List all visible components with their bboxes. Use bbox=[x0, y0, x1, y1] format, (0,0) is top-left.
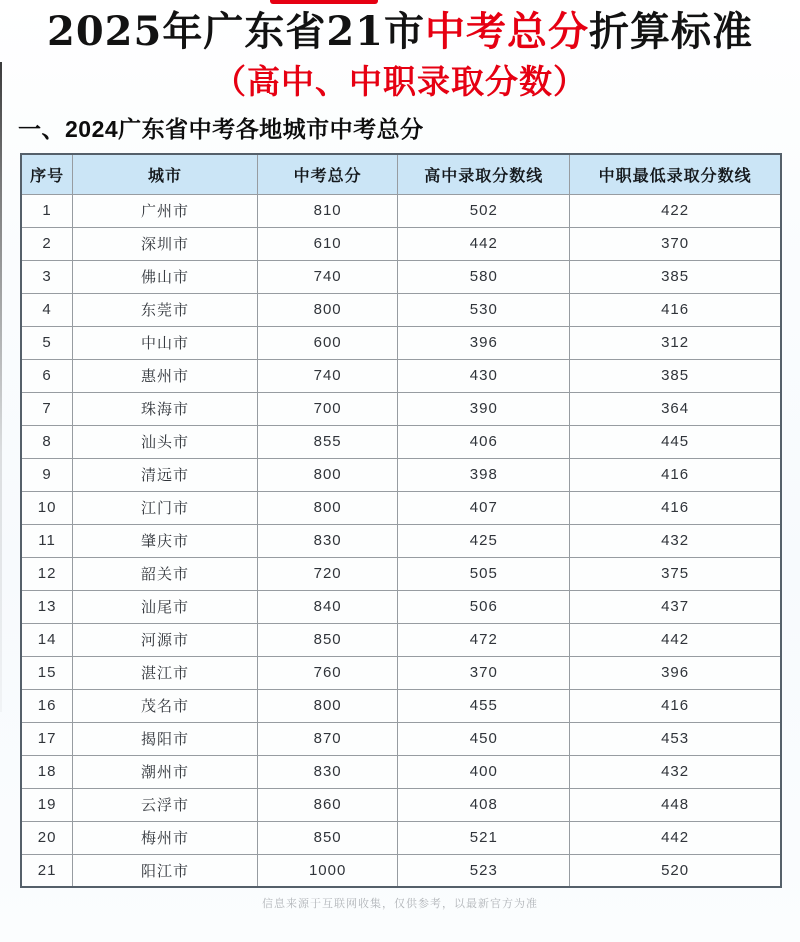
section-heading: 一、2024广东省中考各地城市中考总分 bbox=[18, 116, 424, 142]
cell-index: 16 bbox=[21, 689, 73, 722]
cell-vocational-line: 432 bbox=[570, 755, 781, 788]
cell-index: 3 bbox=[21, 260, 73, 293]
cell-total-score: 800 bbox=[257, 491, 398, 524]
cell-total-score: 700 bbox=[257, 392, 398, 425]
cell-vocational-line: 432 bbox=[570, 524, 781, 557]
cell-total-score: 870 bbox=[257, 722, 398, 755]
cell-city: 潮州市 bbox=[73, 755, 258, 788]
cell-city: 茂名市 bbox=[73, 689, 258, 722]
red-crop-artifact bbox=[270, 0, 378, 4]
title-segment-black-1: 2025年广东省21市 bbox=[47, 8, 425, 55]
cell-index: 18 bbox=[21, 755, 73, 788]
cell-high-school-line: 406 bbox=[398, 425, 570, 458]
cell-index: 5 bbox=[21, 326, 73, 359]
cell-index: 14 bbox=[21, 623, 73, 656]
table-row bbox=[21, 227, 781, 260]
cell-index: 7 bbox=[21, 392, 73, 425]
table-row bbox=[21, 491, 781, 524]
table-row bbox=[21, 623, 781, 656]
cell-vocational-line: 442 bbox=[570, 623, 781, 656]
cell-city: 东莞市 bbox=[73, 293, 258, 326]
cell-index: 8 bbox=[21, 425, 73, 458]
cell-index: 19 bbox=[21, 788, 73, 821]
cell-vocational-line: 416 bbox=[570, 293, 781, 326]
table-row bbox=[21, 392, 781, 425]
cell-total-score: 860 bbox=[257, 788, 398, 821]
cell-index: 9 bbox=[21, 458, 73, 491]
cell-total-score: 800 bbox=[257, 689, 398, 722]
cell-high-school-line: 472 bbox=[398, 623, 570, 656]
page-title bbox=[0, 7, 800, 57]
cell-total-score: 840 bbox=[257, 590, 398, 623]
cell-total-score: 740 bbox=[257, 260, 398, 293]
column-header-city: 城市 bbox=[73, 154, 258, 194]
cell-high-school-line: 400 bbox=[398, 755, 570, 788]
cell-vocational-line: 448 bbox=[570, 788, 781, 821]
cell-high-school-line: 408 bbox=[398, 788, 570, 821]
cell-city: 梅州市 bbox=[73, 821, 258, 854]
cell-high-school-line: 580 bbox=[398, 260, 570, 293]
table-row bbox=[21, 854, 781, 887]
table-row bbox=[21, 458, 781, 491]
column-header-vocational-line: 中职最低录取分数线 bbox=[570, 154, 781, 194]
cell-vocational-line: 416 bbox=[570, 458, 781, 491]
cell-high-school-line: 398 bbox=[398, 458, 570, 491]
cell-high-school-line: 530 bbox=[398, 293, 570, 326]
cell-vocational-line: 416 bbox=[570, 491, 781, 524]
cell-high-school-line: 450 bbox=[398, 722, 570, 755]
cell-total-score: 830 bbox=[257, 755, 398, 788]
cell-city: 江门市 bbox=[73, 491, 258, 524]
cell-total-score: 740 bbox=[257, 359, 398, 392]
cell-index: 21 bbox=[21, 854, 73, 887]
cell-total-score: 855 bbox=[257, 425, 398, 458]
cell-vocational-line: 453 bbox=[570, 722, 781, 755]
cell-vocational-line: 442 bbox=[570, 821, 781, 854]
table-row bbox=[21, 557, 781, 590]
cell-total-score: 760 bbox=[257, 656, 398, 689]
cell-city: 惠州市 bbox=[73, 359, 258, 392]
cell-vocational-line: 375 bbox=[570, 557, 781, 590]
cell-high-school-line: 505 bbox=[398, 557, 570, 590]
cell-index: 10 bbox=[21, 491, 73, 524]
cell-vocational-line: 445 bbox=[570, 425, 781, 458]
cell-city: 揭阳市 bbox=[73, 722, 258, 755]
table-row bbox=[21, 788, 781, 821]
title-segment-red: 中考总分 bbox=[425, 8, 589, 55]
cell-total-score: 800 bbox=[257, 293, 398, 326]
cell-index: 13 bbox=[21, 590, 73, 623]
cell-city: 湛江市 bbox=[73, 656, 258, 689]
table-row bbox=[21, 326, 781, 359]
cell-total-score: 1000 bbox=[257, 854, 398, 887]
cell-index: 11 bbox=[21, 524, 73, 557]
cell-total-score: 720 bbox=[257, 557, 398, 590]
table-row bbox=[21, 755, 781, 788]
cell-total-score: 810 bbox=[257, 194, 398, 227]
column-header-high-school-line: 高中录取分数线 bbox=[398, 154, 570, 194]
cell-high-school-line: 506 bbox=[398, 590, 570, 623]
cell-vocational-line: 312 bbox=[570, 326, 781, 359]
table-row bbox=[21, 260, 781, 293]
cell-total-score: 850 bbox=[257, 821, 398, 854]
cell-total-score: 830 bbox=[257, 524, 398, 557]
cell-vocational-line: 416 bbox=[570, 689, 781, 722]
cell-total-score: 850 bbox=[257, 623, 398, 656]
cell-city: 云浮市 bbox=[73, 788, 258, 821]
cell-city: 肇庆市 bbox=[73, 524, 258, 557]
cell-index: 1 bbox=[21, 194, 73, 227]
cell-city: 韶关市 bbox=[73, 557, 258, 590]
cell-city: 阳江市 bbox=[73, 854, 258, 887]
cell-city: 汕尾市 bbox=[73, 590, 258, 623]
cell-city: 中山市 bbox=[73, 326, 258, 359]
city-scores-table bbox=[20, 153, 782, 888]
cell-high-school-line: 425 bbox=[398, 524, 570, 557]
table-row bbox=[21, 425, 781, 458]
cell-high-school-line: 442 bbox=[398, 227, 570, 260]
column-header-index: 序号 bbox=[21, 154, 73, 194]
cell-index: 15 bbox=[21, 656, 73, 689]
cell-city: 深圳市 bbox=[73, 227, 258, 260]
cell-high-school-line: 455 bbox=[398, 689, 570, 722]
cell-vocational-line: 370 bbox=[570, 227, 781, 260]
cell-high-school-line: 407 bbox=[398, 491, 570, 524]
cell-index: 4 bbox=[21, 293, 73, 326]
cell-city: 清远市 bbox=[73, 458, 258, 491]
cell-high-school-line: 370 bbox=[398, 656, 570, 689]
page-subtitle: （高中、中职录取分数） bbox=[213, 62, 587, 101]
cell-city: 河源市 bbox=[73, 623, 258, 656]
cell-vocational-line: 385 bbox=[570, 359, 781, 392]
table-body bbox=[21, 194, 781, 887]
table-row bbox=[21, 821, 781, 854]
cell-vocational-line: 422 bbox=[570, 194, 781, 227]
table-row bbox=[21, 590, 781, 623]
table-row bbox=[21, 359, 781, 392]
cell-vocational-line: 437 bbox=[570, 590, 781, 623]
cell-index: 2 bbox=[21, 227, 73, 260]
cell-index: 20 bbox=[21, 821, 73, 854]
title-segment-black-2: 折算标准 bbox=[589, 8, 753, 55]
cell-high-school-line: 523 bbox=[398, 854, 570, 887]
column-header-total-score: 中考总分 bbox=[257, 154, 398, 194]
table-row bbox=[21, 656, 781, 689]
cell-city: 汕头市 bbox=[73, 425, 258, 458]
cell-index: 12 bbox=[21, 557, 73, 590]
cell-high-school-line: 430 bbox=[398, 359, 570, 392]
cell-high-school-line: 390 bbox=[398, 392, 570, 425]
photo-edge-artifact bbox=[0, 62, 2, 712]
cell-total-score: 800 bbox=[257, 458, 398, 491]
cell-city: 珠海市 bbox=[73, 392, 258, 425]
table-row bbox=[21, 524, 781, 557]
cell-vocational-line: 520 bbox=[570, 854, 781, 887]
cell-index: 17 bbox=[21, 722, 73, 755]
cell-high-school-line: 502 bbox=[398, 194, 570, 227]
cell-total-score: 610 bbox=[257, 227, 398, 260]
table-row bbox=[21, 194, 781, 227]
cell-high-school-line: 521 bbox=[398, 821, 570, 854]
cell-index: 6 bbox=[21, 359, 73, 392]
cell-vocational-line: 364 bbox=[570, 392, 781, 425]
cell-high-school-line: 396 bbox=[398, 326, 570, 359]
table-header bbox=[21, 154, 781, 194]
table-row bbox=[21, 689, 781, 722]
table-row bbox=[21, 293, 781, 326]
cell-vocational-line: 396 bbox=[570, 656, 781, 689]
cell-city: 广州市 bbox=[73, 194, 258, 227]
cell-city: 佛山市 bbox=[73, 260, 258, 293]
table-header-row bbox=[21, 154, 781, 194]
cell-vocational-line: 385 bbox=[570, 260, 781, 293]
table-row bbox=[21, 722, 781, 755]
footer-note: 信息来源于互联网收集，仅供参考，以最新官方为准 bbox=[262, 898, 538, 910]
cell-total-score: 600 bbox=[257, 326, 398, 359]
